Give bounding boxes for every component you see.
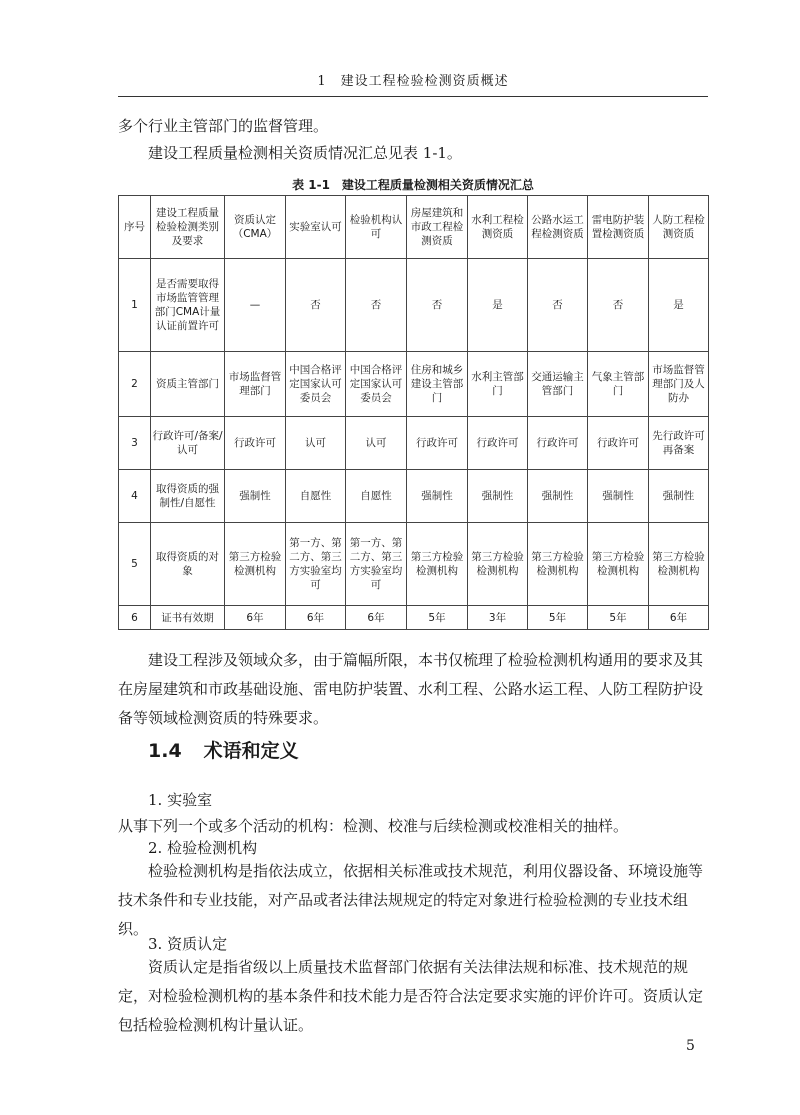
table-cell: 否 [588, 259, 649, 352]
table-cell: — [225, 259, 286, 352]
table-cell: 第三方检验检测机构 [225, 523, 286, 606]
row-number: 2 [119, 352, 151, 417]
table-cell: 认可 [286, 417, 346, 470]
table-cell: 交通运输主管部门 [528, 352, 588, 417]
table-cell: 否 [286, 259, 346, 352]
term-heading-3: 3. 资质认定 [148, 935, 228, 953]
term-body-3: 资质认定是指省级以上质量技术监督部门依据有关法律法规和标准、技术规范的规定，对检验检测机构的基本条件和技术能力是否符合法定要求实施的评价许可。资质认定包括检验检测机构计量认证。 [118, 958, 704, 1034]
term-body-2: 检验检测机构是指依法成立，依据相关标准或技术规范，利用仪器设备、环境设施等技术条件和专业技能，对产品或者法律法规规定的特定对象进行检验检测的专业技术组织。 [118, 862, 704, 938]
table-cell: 行政许可 [407, 417, 468, 470]
table-row [119, 606, 709, 630]
table-row [119, 352, 709, 417]
term-heading-1: 1. 实验室 [148, 791, 213, 809]
table-cell: 行政许可 [528, 417, 588, 470]
table-cell: 否 [528, 259, 588, 352]
row-number: 3 [119, 417, 151, 470]
table-cell: 强制性 [407, 470, 468, 523]
row-item: 取得资质的对象 [151, 523, 225, 606]
page-number: 5 [686, 1038, 695, 1054]
term-body-1: 从事下列一个或多个活动的机构：检测、校准与后续检测或校准相关的抽样。 [118, 817, 629, 835]
running-header: 1 建设工程检验检测资质概述 [317, 74, 509, 89]
row-number: 6 [119, 606, 151, 630]
table-cell: 5年 [528, 606, 588, 630]
header-rule [118, 96, 708, 97]
after-table-paragraph: 建设工程涉及领域众多，由于篇幅所限，本书仅梳理了检验检测机构通用的要求及其在房屋建筑和市政基础设施、雷电防护装置、水利工程、公路水运工程、人防工程防护设备等领域检测资质的特殊要求。 [118, 651, 704, 727]
table-cell: 强制性 [528, 470, 588, 523]
table-cell: 第三方检验检测机构 [588, 523, 649, 606]
table-cell: 市场监督管理部门及人防办 [649, 352, 709, 417]
table-cell: 6年 [286, 606, 346, 630]
table-cell: 中国合格评定国家认可委员会 [346, 352, 407, 417]
header-highway: 公路水运工程检测资质 [528, 196, 588, 259]
header-no: 序号 [119, 196, 151, 259]
table-cell: 第一方、第二方、第三方实验室均可 [286, 523, 346, 606]
header-water: 水利工程检测资质 [468, 196, 528, 259]
row-item: 行政许可/备案/认可 [151, 417, 225, 470]
table-cell: 水利主管部门 [468, 352, 528, 417]
header-building: 房屋建筑和市政工程检测资质 [407, 196, 468, 259]
table-cell: 认可 [346, 417, 407, 470]
row-item: 证书有效期 [151, 606, 225, 630]
section-heading [148, 736, 299, 763]
table-cell: 强制性 [468, 470, 528, 523]
table-cell: 行政许可 [225, 417, 286, 470]
table-cell: 否 [346, 259, 407, 352]
qualification-table [118, 195, 709, 630]
table-cell: 强制性 [649, 470, 709, 523]
table-cell: 中国合格评定国家认可委员会 [286, 352, 346, 417]
row-number: 1 [119, 259, 151, 352]
table-cell: 自愿性 [346, 470, 407, 523]
table-cell: 第三方检验检测机构 [407, 523, 468, 606]
table-cell: 6年 [649, 606, 709, 630]
row-item: 是否需要取得市场监管管理部门CMA计量认证前置许可 [151, 259, 225, 352]
table-cell: 第一方、第二方、第三方实验室均可 [346, 523, 407, 606]
header-lab-accreditation: 实验室认可 [286, 196, 346, 259]
table-cell: 市场监督管理部门 [225, 352, 286, 417]
intro-paragraph-2: 建设工程质量检测相关资质情况汇总见表 1-1。 [148, 144, 462, 162]
table-row [119, 259, 709, 352]
header-civil-defense: 人防工程检测资质 [649, 196, 709, 259]
table-cell: 第三方检验检测机构 [649, 523, 709, 606]
row-item: 资质主管部门 [151, 352, 225, 417]
row-number: 5 [119, 523, 151, 606]
table-cell: 住房和城乡建设主管部门 [407, 352, 468, 417]
header-item: 建设工程质量检验检测类别及要求 [151, 196, 225, 259]
table-title: 表 1-1 建设工程质量检测相关资质情况汇总 [292, 178, 534, 192]
header-inspection-accreditation: 检验机构认可 [346, 196, 407, 259]
table-cell: 先行政许可再备案 [649, 417, 709, 470]
term-heading-2: 2. 检验检测机构 [148, 839, 258, 857]
table-cell: 否 [407, 259, 468, 352]
table-cell: 气象主管部门 [588, 352, 649, 417]
header-cma: 资质认定（CMA） [225, 196, 286, 259]
table-row [119, 523, 709, 606]
row-number: 4 [119, 470, 151, 523]
table-row [119, 417, 709, 470]
table-cell: 6年 [346, 606, 407, 630]
intro-paragraph-1: 多个行业主管部门的监督管理。 [118, 117, 329, 135]
table-cell: 是 [649, 259, 709, 352]
table-cell: 6年 [225, 606, 286, 630]
table-cell: 3年 [468, 606, 528, 630]
header-lightning: 雷电防护装置检测资质 [588, 196, 649, 259]
table-cell: 是 [468, 259, 528, 352]
table-cell: 自愿性 [286, 470, 346, 523]
section-number: 1.4 [148, 740, 182, 762]
table-row [119, 470, 709, 523]
table-cell: 强制性 [588, 470, 649, 523]
section-title: 术语和定义 [203, 740, 299, 762]
table-cell: 第三方检验检测机构 [528, 523, 588, 606]
table-cell: 强制性 [225, 470, 286, 523]
table-cell: 行政许可 [588, 417, 649, 470]
table-cell: 行政许可 [468, 417, 528, 470]
table-cell: 第三方检验检测机构 [468, 523, 528, 606]
table-header-row [119, 196, 709, 259]
row-item: 取得资质的强制性/自愿性 [151, 470, 225, 523]
table-cell: 5年 [588, 606, 649, 630]
table-cell: 5年 [407, 606, 468, 630]
